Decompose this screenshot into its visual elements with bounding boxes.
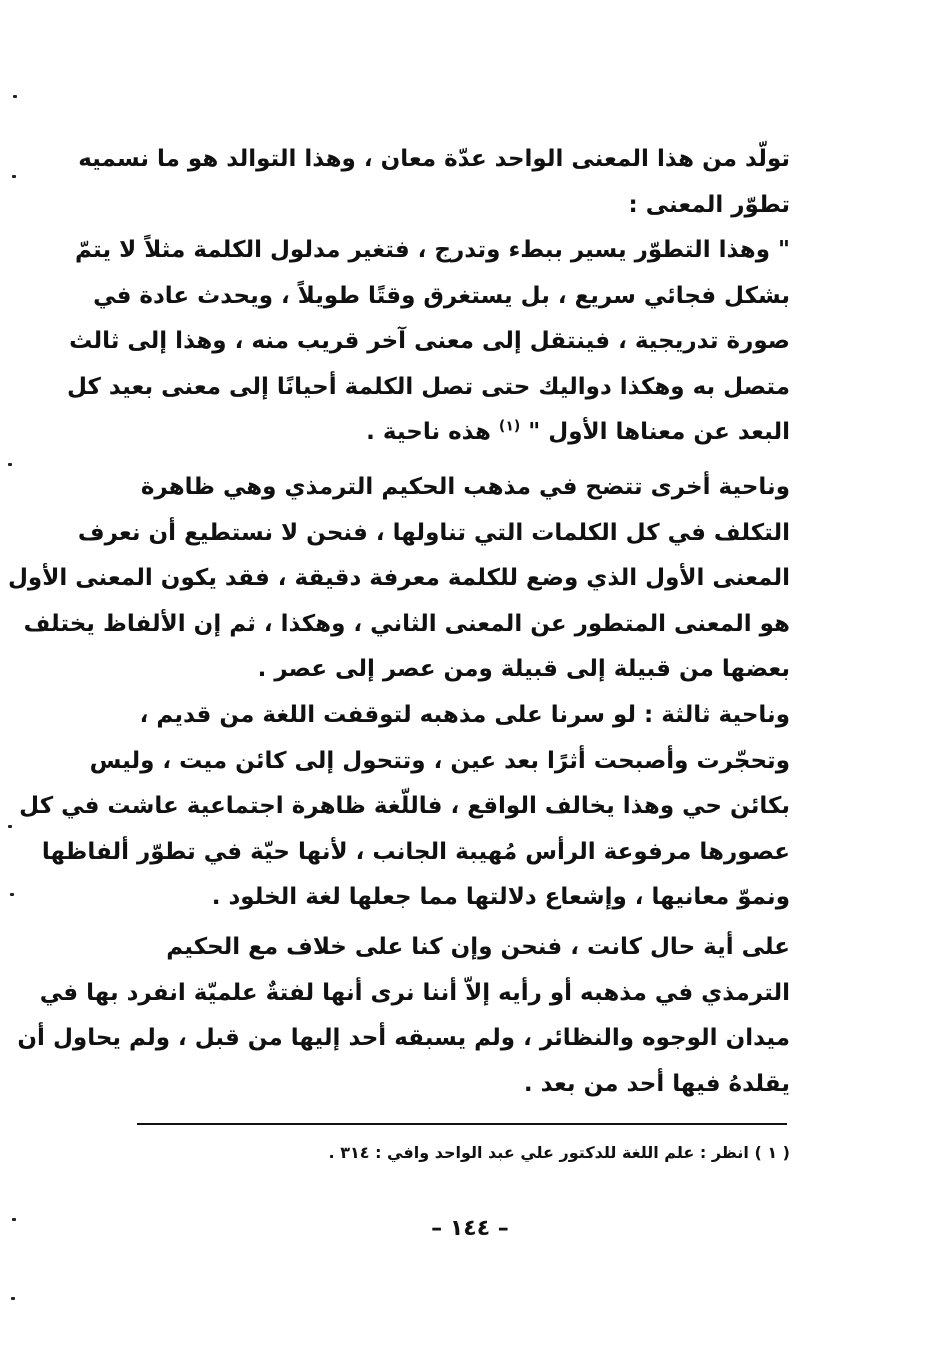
scan-speck <box>10 893 14 896</box>
text-line: على أية حال كانت ، فنحن وإن كنا على خلاف مع الحكيم <box>166 934 790 960</box>
scan-speck <box>11 1297 15 1300</box>
text-line: يقلدهُ فيها أحد من بعد . <box>523 1070 790 1097</box>
text-line: التكلف في كل الكلمات التي تناولها ، فنحن لا نستطيع أن نعرف <box>77 519 790 546</box>
text-line: تطوّر المعنى : <box>628 191 790 218</box>
text-line: ميدان الوجوه والنظائر ، ولم يسبقه أحد إليها من قبل ، ولم يحاول أن <box>17 1025 790 1051</box>
footnote: ( ١ ) انظر : علم اللغة للدكتور علي عبد الواحد وافي : ٣١٤ . <box>328 1143 790 1162</box>
text-line: ونموّ معانيها ، وإشعاع دلالتها مما جعلها لغة الخلود . <box>211 884 790 910</box>
text-line: بشكل فجائي سريع ، بل يستغرق وقتًا طويلاً ، ويحدث عادة في <box>93 282 790 309</box>
scan-speck <box>12 175 16 178</box>
paragraph-3 <box>19 693 790 921</box>
text-line-tail: هذه ناحية . <box>366 419 499 445</box>
scan-speck <box>13 95 17 98</box>
paragraph-2 <box>7 465 790 693</box>
text-line: متصل به وهكذا دواليك حتى تصل الكلمة أحيانًا إلى معنى بعيد كل <box>66 373 790 400</box>
text-line: " وهذا التطوّر يسير ببطء وتدرج ، فتغير مدلول الكلمة مثلاً لا يتمّ <box>75 237 790 263</box>
page-number: – ١٤٤ – <box>431 1216 509 1241</box>
scan-speck <box>8 825 12 828</box>
text-line: وناحية ثالثة : لو سرنا على مذهبه لتوقفت اللغة من قديم ، <box>139 702 790 728</box>
footnote-divider <box>137 1123 787 1125</box>
text-line: صورة تدريجية ، فينتقل إلى معنى آخر قريب منه ، وهذا إلى ثالث <box>69 328 790 354</box>
scan-speck <box>12 1218 16 1221</box>
paragraph-4 <box>17 925 790 1107</box>
text-line: تولّد من هذا المعنى الواحد عدّة معان ، وهذا التوالد هو ما نسميه <box>78 146 790 172</box>
text-line: هو المعنى المتطور عن المعنى الثاني ، وهكذا ، ثم إن الألفاظ يختلف <box>23 610 790 637</box>
text-line-with-footnote <box>130 410 790 456</box>
text-line: عصورها مرفوعة الرأس مُهيبة الجانب ، لأنها حيّة في تطوّر ألفاظها <box>41 838 790 865</box>
text-line: بكائن حي وهذا يخالف الواقع ، فاللّغة ظاهرة اجتماعية عاشت في كل <box>19 793 790 819</box>
paragraph-1 <box>66 137 790 456</box>
text-line: وناحية أخرى تتضح في مذهب الحكيم الترمذي وهي ظاهرة <box>140 474 790 500</box>
text-line: المعنى الأول الذي وضع للكلمة معرفة دقيقة ، فقد يكون المعنى الأول <box>7 565 790 591</box>
scan-speck <box>8 463 12 466</box>
footnote-reference[interactable]: (١) <box>498 418 521 435</box>
text-line: البعد عن معناها الأول " <box>528 419 790 445</box>
text-line: وتحجّرت وأصبحت أثرًا بعد عين ، وتتحول إلى كائن ميت ، وليس <box>89 747 790 774</box>
text-line: الترمذي في مذهبه أو رأيه إلاّ أننا نرى أنها لفتةٌ علميّة انفرد بها في <box>39 979 790 1006</box>
text-line: بعضها من قبيلة إلى قبيلة ومن عصر إلى عصر . <box>257 656 790 682</box>
